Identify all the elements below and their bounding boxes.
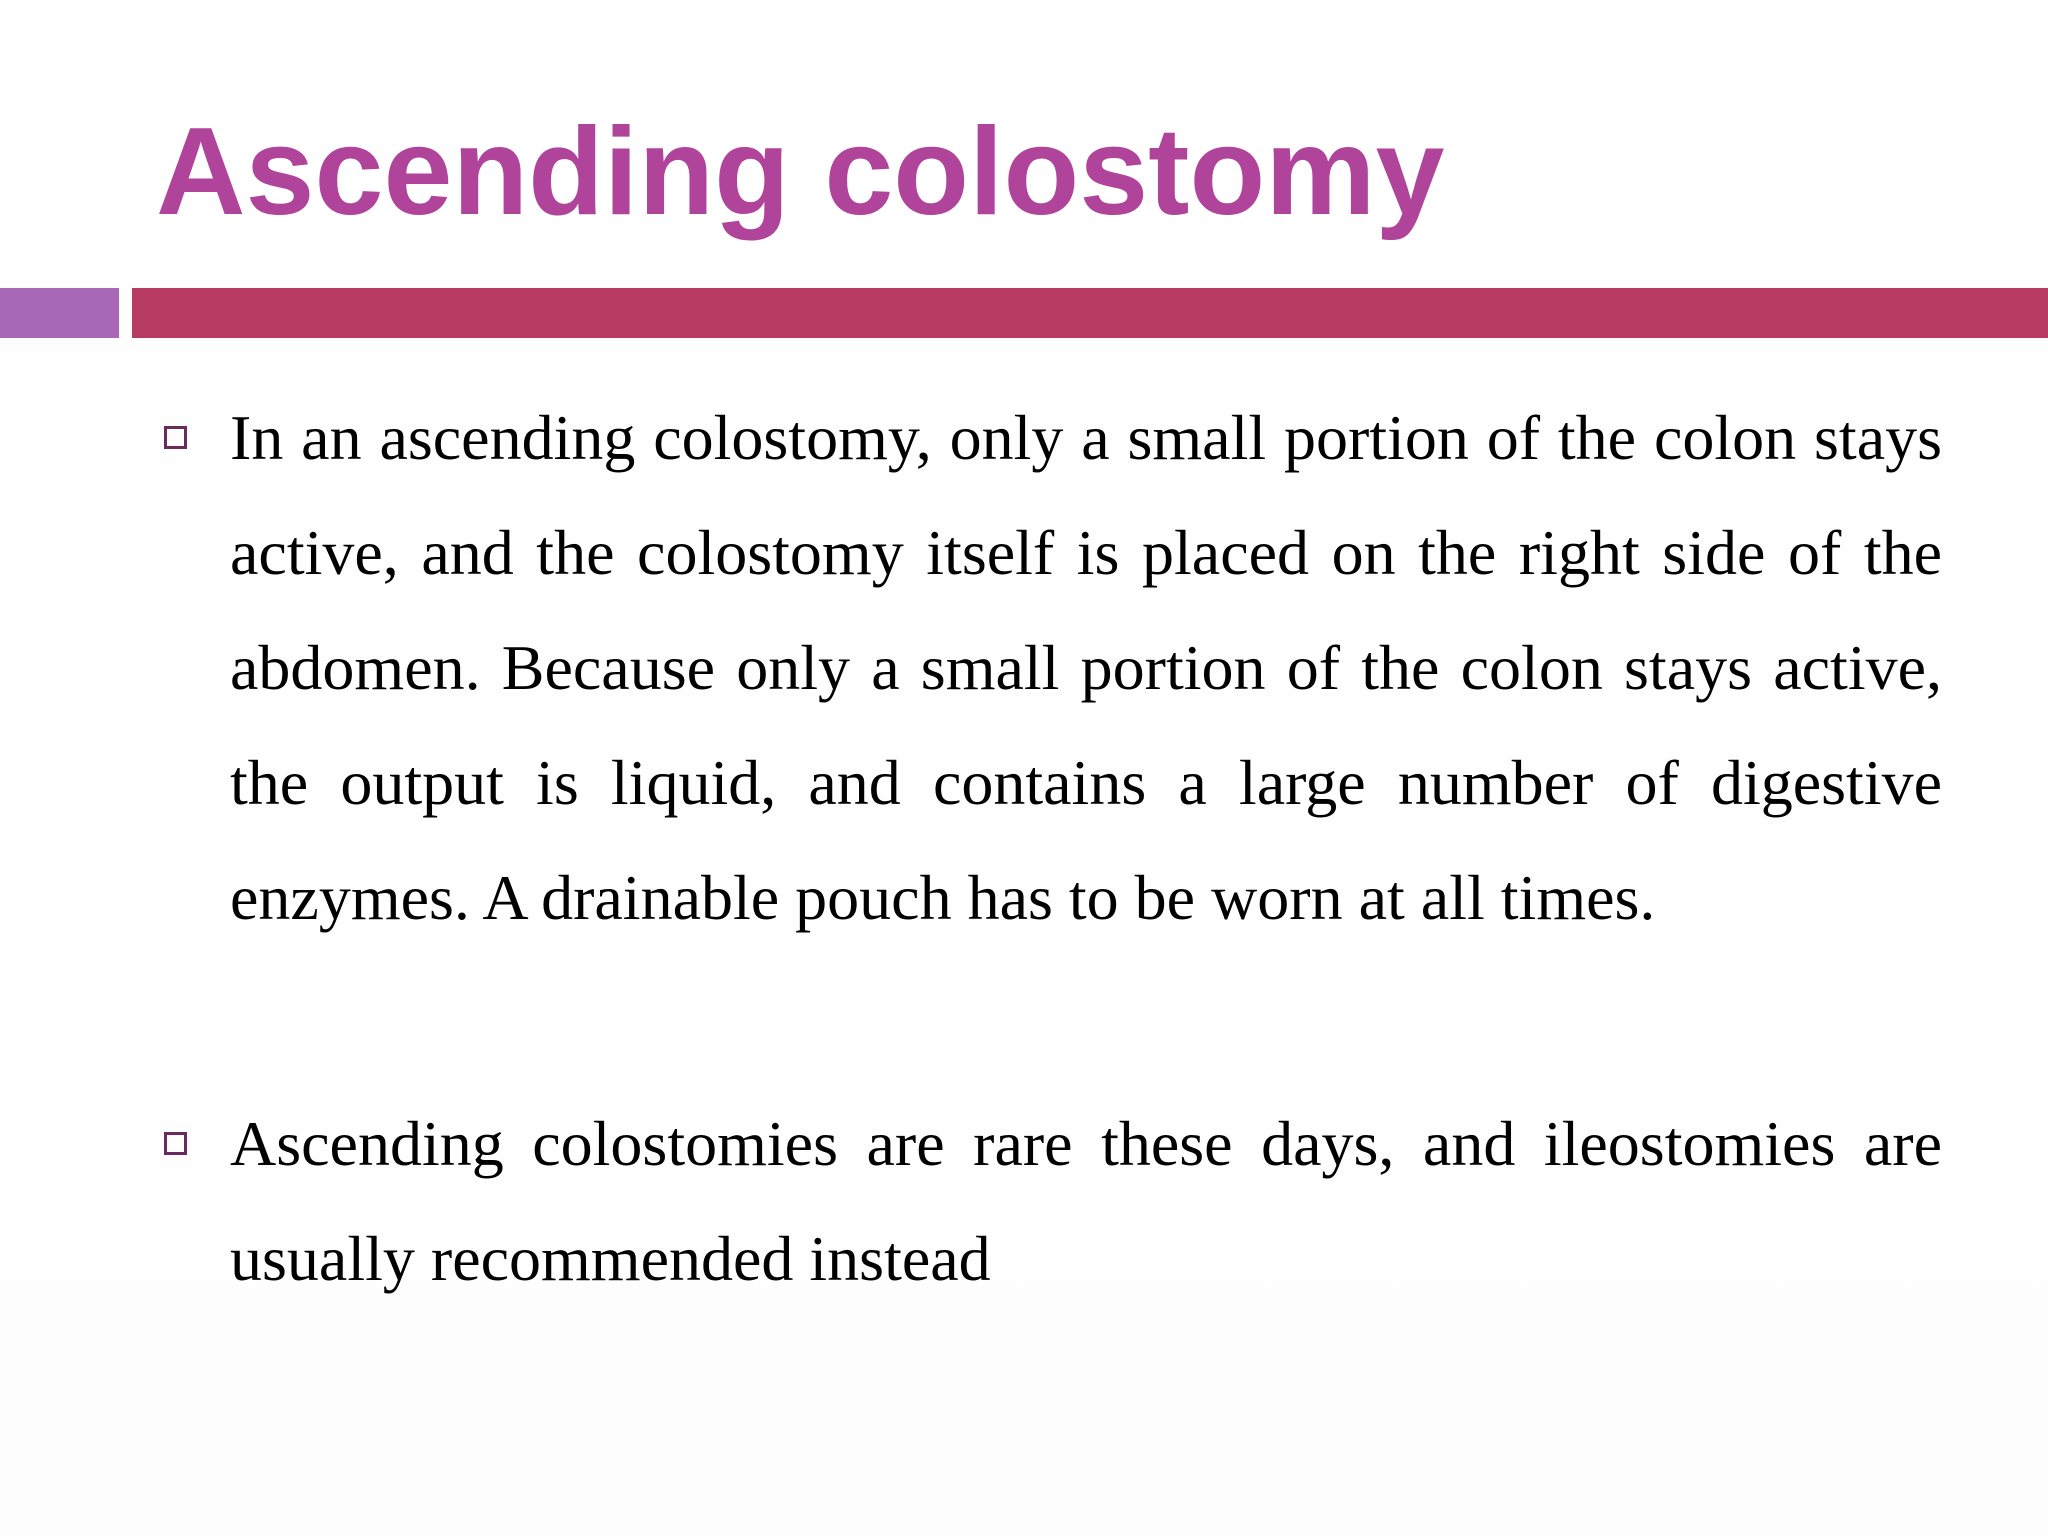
slide-title: Ascending colostomy	[156, 103, 1445, 241]
bullet-item	[230, 380, 1942, 955]
square-outline-icon	[164, 426, 187, 449]
accent-bar-left	[0, 288, 119, 338]
bullet-item	[230, 1086, 1942, 1316]
bullet-text: Ascending colostomies are rare these days, and ileostomies are usually recommended instead	[230, 1108, 1942, 1294]
square-outline-icon	[164, 1132, 187, 1155]
accent-bar-main	[132, 288, 2048, 338]
bullet-text: In an ascending colostomy, only a small portion of the colon stays active, and the colostomy itself is placed on the right side of the abdomen. Because only a small portion of the colon stays active, the output is liquid, and contains a large number of digestive enzymes. A drainable pouch has to be worn at all times.	[230, 402, 1942, 933]
